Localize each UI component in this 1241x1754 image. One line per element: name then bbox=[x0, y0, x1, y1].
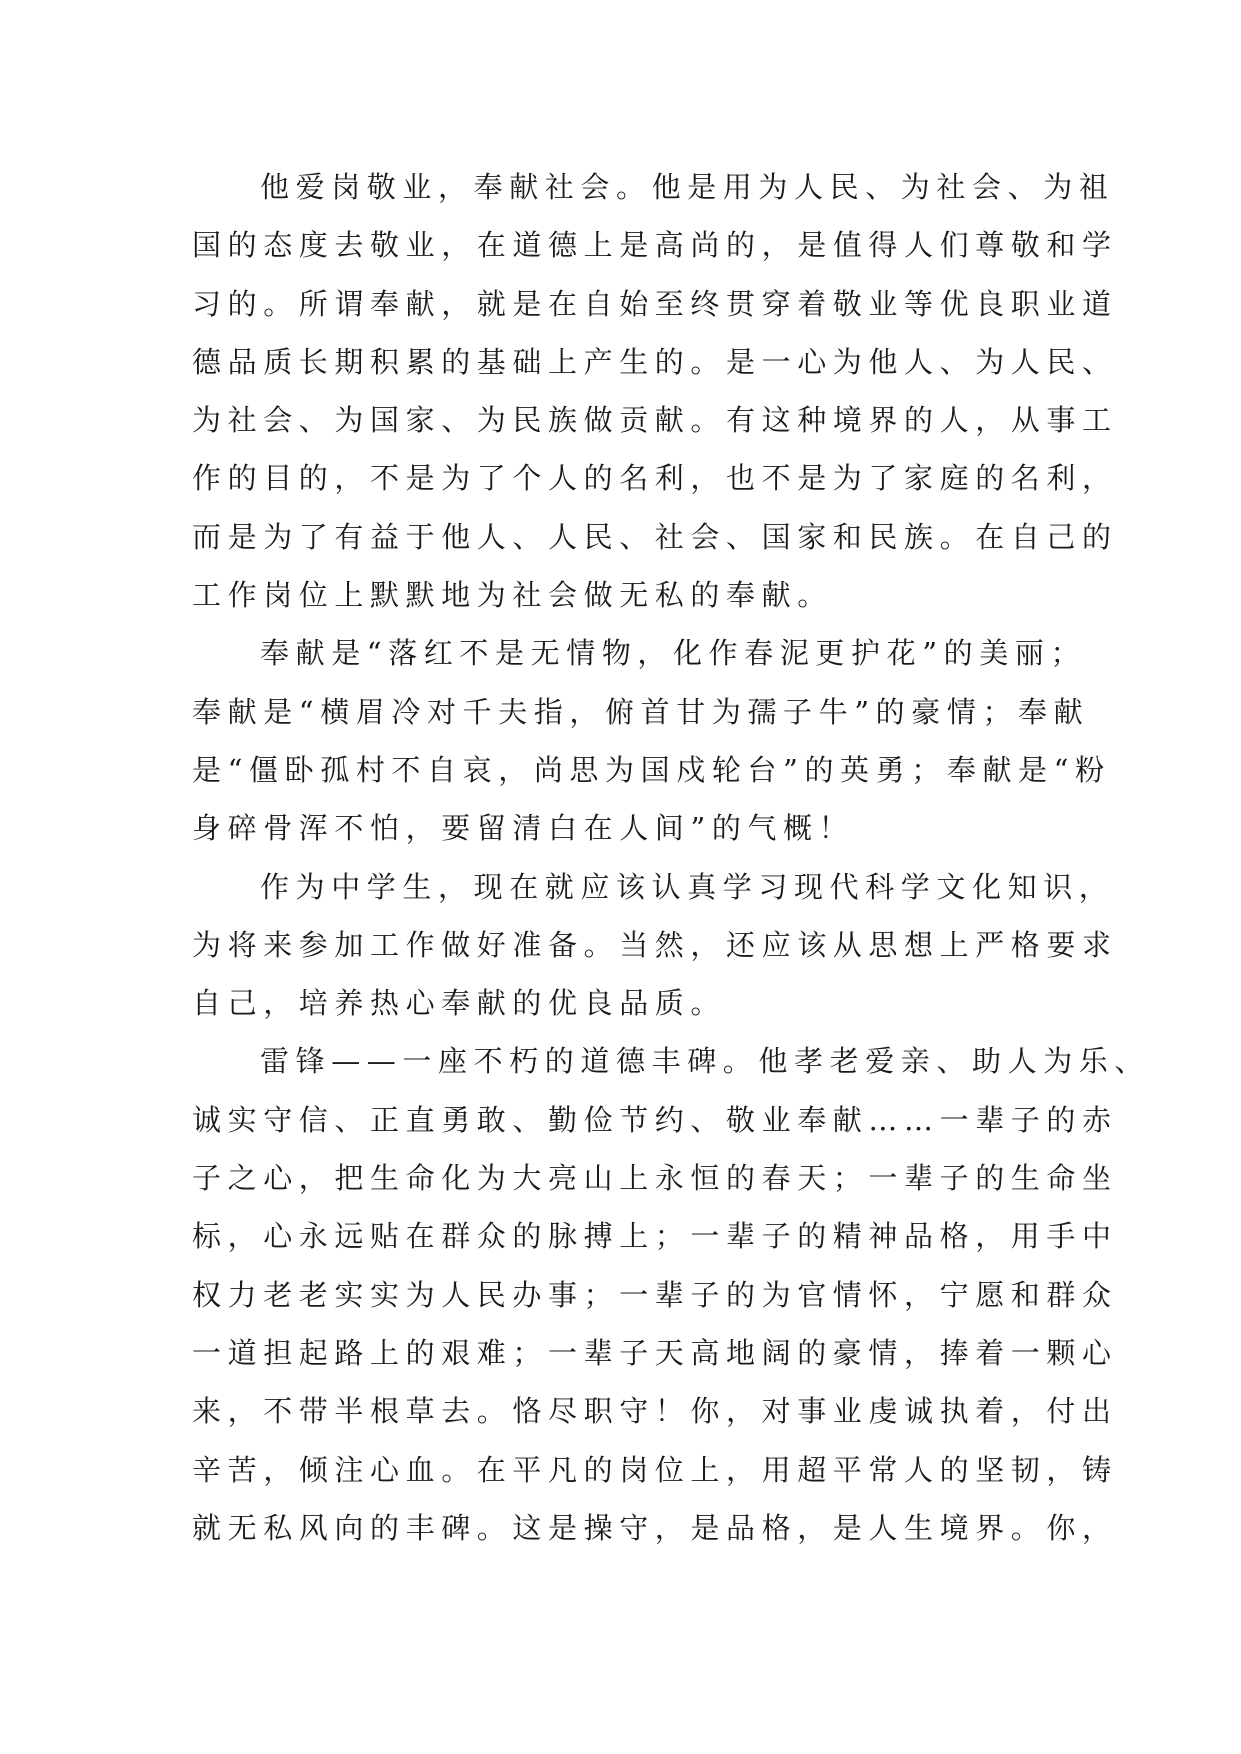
text-line: 习的。所谓奉献，就是在自始至终贯穿着敬业等优良职业道 bbox=[192, 286, 1118, 321]
text-line: 自己，培养热心奉献的优良品质。 bbox=[192, 986, 727, 1021]
text-line: 奉献是“落红不是无情物，化作春泥更护花”的美丽； bbox=[260, 636, 1087, 671]
paragraph-1 bbox=[192, 158, 1118, 624]
text-line: 工作岗位上默默地为社会做无私的奉献。 bbox=[192, 578, 833, 613]
text-line: 身碎骨浑不怕，要留清白在人间”的气概！ bbox=[192, 811, 855, 846]
text-line: 德品质长期积累的基础上产生的。是一心为他人、为人民、 bbox=[192, 344, 1118, 379]
paragraph-2 bbox=[192, 624, 1111, 857]
text-line: 奉献是“横眉冷对千夫指，俯首甘为孺子牛”的豪情；奉献 bbox=[192, 694, 1090, 729]
document-body bbox=[192, 158, 1151, 1557]
paragraph-4 bbox=[192, 1032, 1151, 1557]
text-line: 作为中学生，现在就应该认真学习现代科学文化知识， bbox=[260, 869, 1115, 904]
text-line: 是“僵卧孤村不自哀，尚思为国戍轮台”的英勇；奉献是“粉 bbox=[192, 752, 1111, 787]
text-line: 他爱岗敬业，奉献社会。他是用为人民、为社会、为祖 bbox=[260, 170, 1115, 204]
text-line: 标，心永远贴在群众的脉搏上；一辈子的精神品格，用手中 bbox=[192, 1219, 1118, 1254]
text-line: 子之心，把生命化为大亮山上永恒的春天；一辈子的生命坐 bbox=[192, 1161, 1118, 1196]
text-line: 诚实守信、正直勇敢、勤俭节约、敬业奉献……一辈子的赤 bbox=[192, 1102, 1118, 1137]
text-line: 为社会、为国家、为民族做贡献。有这种境界的人，从事工 bbox=[192, 403, 1118, 438]
text-line: 为将来参加工作做好准备。当然，还应该从思想上严格要求 bbox=[192, 927, 1118, 962]
text-line: 就无私风向的丰碑。这是操守，是品格，是人生境界。你， bbox=[192, 1510, 1118, 1545]
text-line: 辛苦，倾注心血。在平凡的岗位上，用超平常人的坚韧，铸 bbox=[192, 1452, 1118, 1487]
text-line: 而是为了有益于他人、人民、社会、国家和民族。在自己的 bbox=[192, 519, 1118, 554]
text-line: 雷锋——一座不朽的道德丰碑。他孝老爱亲、助人为乐、 bbox=[260, 1044, 1151, 1079]
text-line: 作的目的，不是为了个人的名利，也不是为了家庭的名利， bbox=[192, 461, 1118, 496]
text-line: 来，不带半根草去。恪尽职守！你，对事业虔诚执着，付出 bbox=[192, 1394, 1118, 1429]
text-line: 一道担起路上的艰难；一辈子天高地阔的豪情，捧着一颗心 bbox=[192, 1335, 1118, 1370]
paragraph-3 bbox=[192, 858, 1118, 1033]
text-line: 国的态度去敬业，在道德上是高尚的，是值得人们尊敬和学 bbox=[192, 228, 1118, 263]
text-line: 权力老老实实为人民办事；一辈子的为官情怀，宁愿和群众 bbox=[192, 1277, 1118, 1312]
